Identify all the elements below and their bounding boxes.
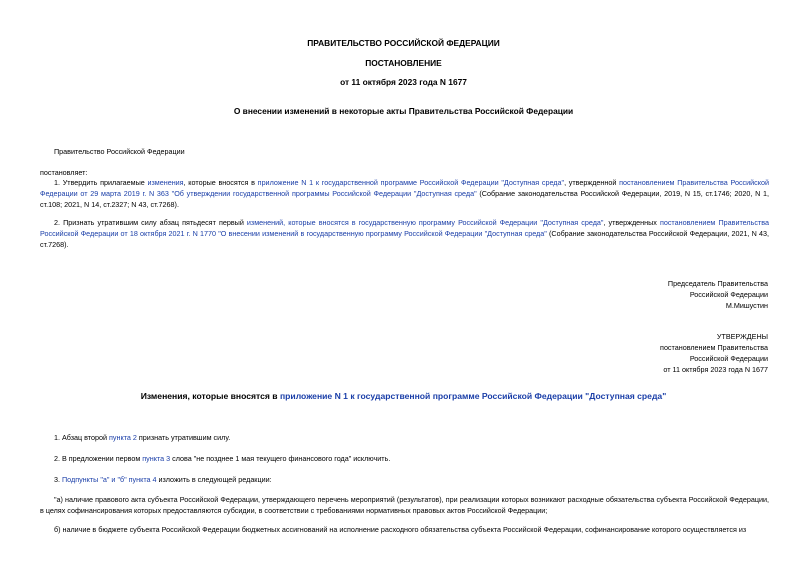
item-2-text-e: (Собрание законодательства Российской Федерации, 2021, N 43, ст.7268).: [40, 229, 769, 249]
change-1-text-a: 1. Абзац второй: [54, 433, 110, 442]
change-paragraph-4: "а) наличие правового акта субъекта Российской Федерации, утверждающего перечень мероприятий (результатов), при реализации которых возникают расходные обязательства субъекта Российской Федерации, в целях софинансирования которых предоставляются субсидии, в соответствии с требованиями нормативных правовых актов Российской Федерации;: [40, 495, 769, 515]
signature-name: М.Мишустин: [725, 301, 768, 310]
change-paragraph-3: [54, 474, 272, 485]
item-1-paragraph: [40, 177, 769, 210]
signature-block: [668, 278, 768, 311]
changes-title-text: Изменения, которые вносятся в: [140, 391, 280, 401]
signature-line-1: Председатель Правительства: [667, 279, 768, 288]
change-1-text-c: признать утратившим силу.: [136, 433, 231, 442]
approval-line-2: постановлением Правительства: [660, 343, 768, 352]
date-number-heading: от 11 октября 2023 года N 1677: [340, 77, 467, 87]
appendix-link[interactable]: приложение N 1 к государственной программе Российской Федерации "Доступная среда": [257, 178, 565, 187]
change-paragraph-5: б) наличие в бюджете субъекта Российской Федерации бюджетных ассигнований на исполнение расходного обязательства субъекта Российской Федерации, софинансирование которого осуществляется из: [54, 525, 747, 534]
subclauses-link[interactable]: Подпункты "а" и "б" пункта 4: [62, 475, 157, 484]
change-2-text-c: слова "не позднее 1 мая текущего финансового года" исключить.: [170, 454, 391, 463]
government-heading: ПРАВИТЕЛЬСТВО РОССИЙСКОЙ ФЕДЕРАЦИИ: [307, 38, 500, 48]
approval-line-4: от 11 октября 2023 года N 1677: [663, 365, 768, 374]
change-3-text-a: 3.: [54, 475, 62, 484]
item-1-text-e: , утвержденной: [564, 178, 620, 187]
resolution-363-link[interactable]: постановлением Правительства Российской Федерации от 29 марта 2019 г. N 363 "Об утверждении государственной программы Российской Федерации "Доступная среда": [40, 178, 769, 198]
change-2-text-a: 2. В предложении первом: [54, 454, 143, 463]
item-2-paragraph: [40, 217, 769, 250]
changes-title: [0, 391, 807, 401]
document-type-heading: ПОСТАНОВЛЕНИЕ: [365, 58, 442, 68]
changes-program-link[interactable]: изменений, которые вносятся в государственную программу Российской Федерации "Доступная среда": [246, 218, 604, 227]
item-2-text-c: , утвержденных: [603, 218, 660, 227]
item-1-text-c: , которые вносятся в: [183, 178, 258, 187]
change-paragraph-1: [54, 432, 230, 443]
government-line: Правительство Российской Федерации: [54, 147, 185, 156]
item-1-text-a: 1. Утвердить прилагаемые: [54, 178, 148, 187]
approval-block: [660, 331, 768, 375]
approval-line-1: УТВЕРЖДЕНЫ: [716, 332, 768, 341]
resolution-1770-link[interactable]: постановлением Правительства Российской Федерации от 18 октября 2021 г. N 1770 "О внесении изменений в государственную программу Российской Федерации "Доступная среда": [40, 218, 769, 238]
document-title: О внесении изменений в некоторые акты Правительства Российской Федерации: [233, 106, 574, 116]
changes-title-link[interactable]: приложение N 1 к государственной программе Российской Федерации "Доступная среда": [279, 391, 667, 401]
change-3-text-c: изложить в следующей редакции:: [156, 475, 272, 484]
item-1-text-g: (Собрание законодательства Российской Федерации, 2019, N 15, ст.1746; 2020, N 1, ст.108; 2021, N 14, ст.2327; N 43, ст.7268).: [40, 189, 770, 209]
change-paragraph-2: [54, 453, 390, 464]
changes-link[interactable]: изменения: [147, 178, 184, 187]
signature-line-2: Российской Федерации: [689, 290, 768, 299]
item-2-text-a: 2. Признать утратившим силу абзац пятьдесят первый: [54, 218, 247, 227]
approval-line-3: Российской Федерации: [689, 354, 768, 363]
clause-3-link[interactable]: пункта 3: [142, 454, 171, 463]
clause-2-link[interactable]: пункта 2: [109, 433, 137, 442]
decrees-line: постановляет:: [40, 168, 88, 177]
